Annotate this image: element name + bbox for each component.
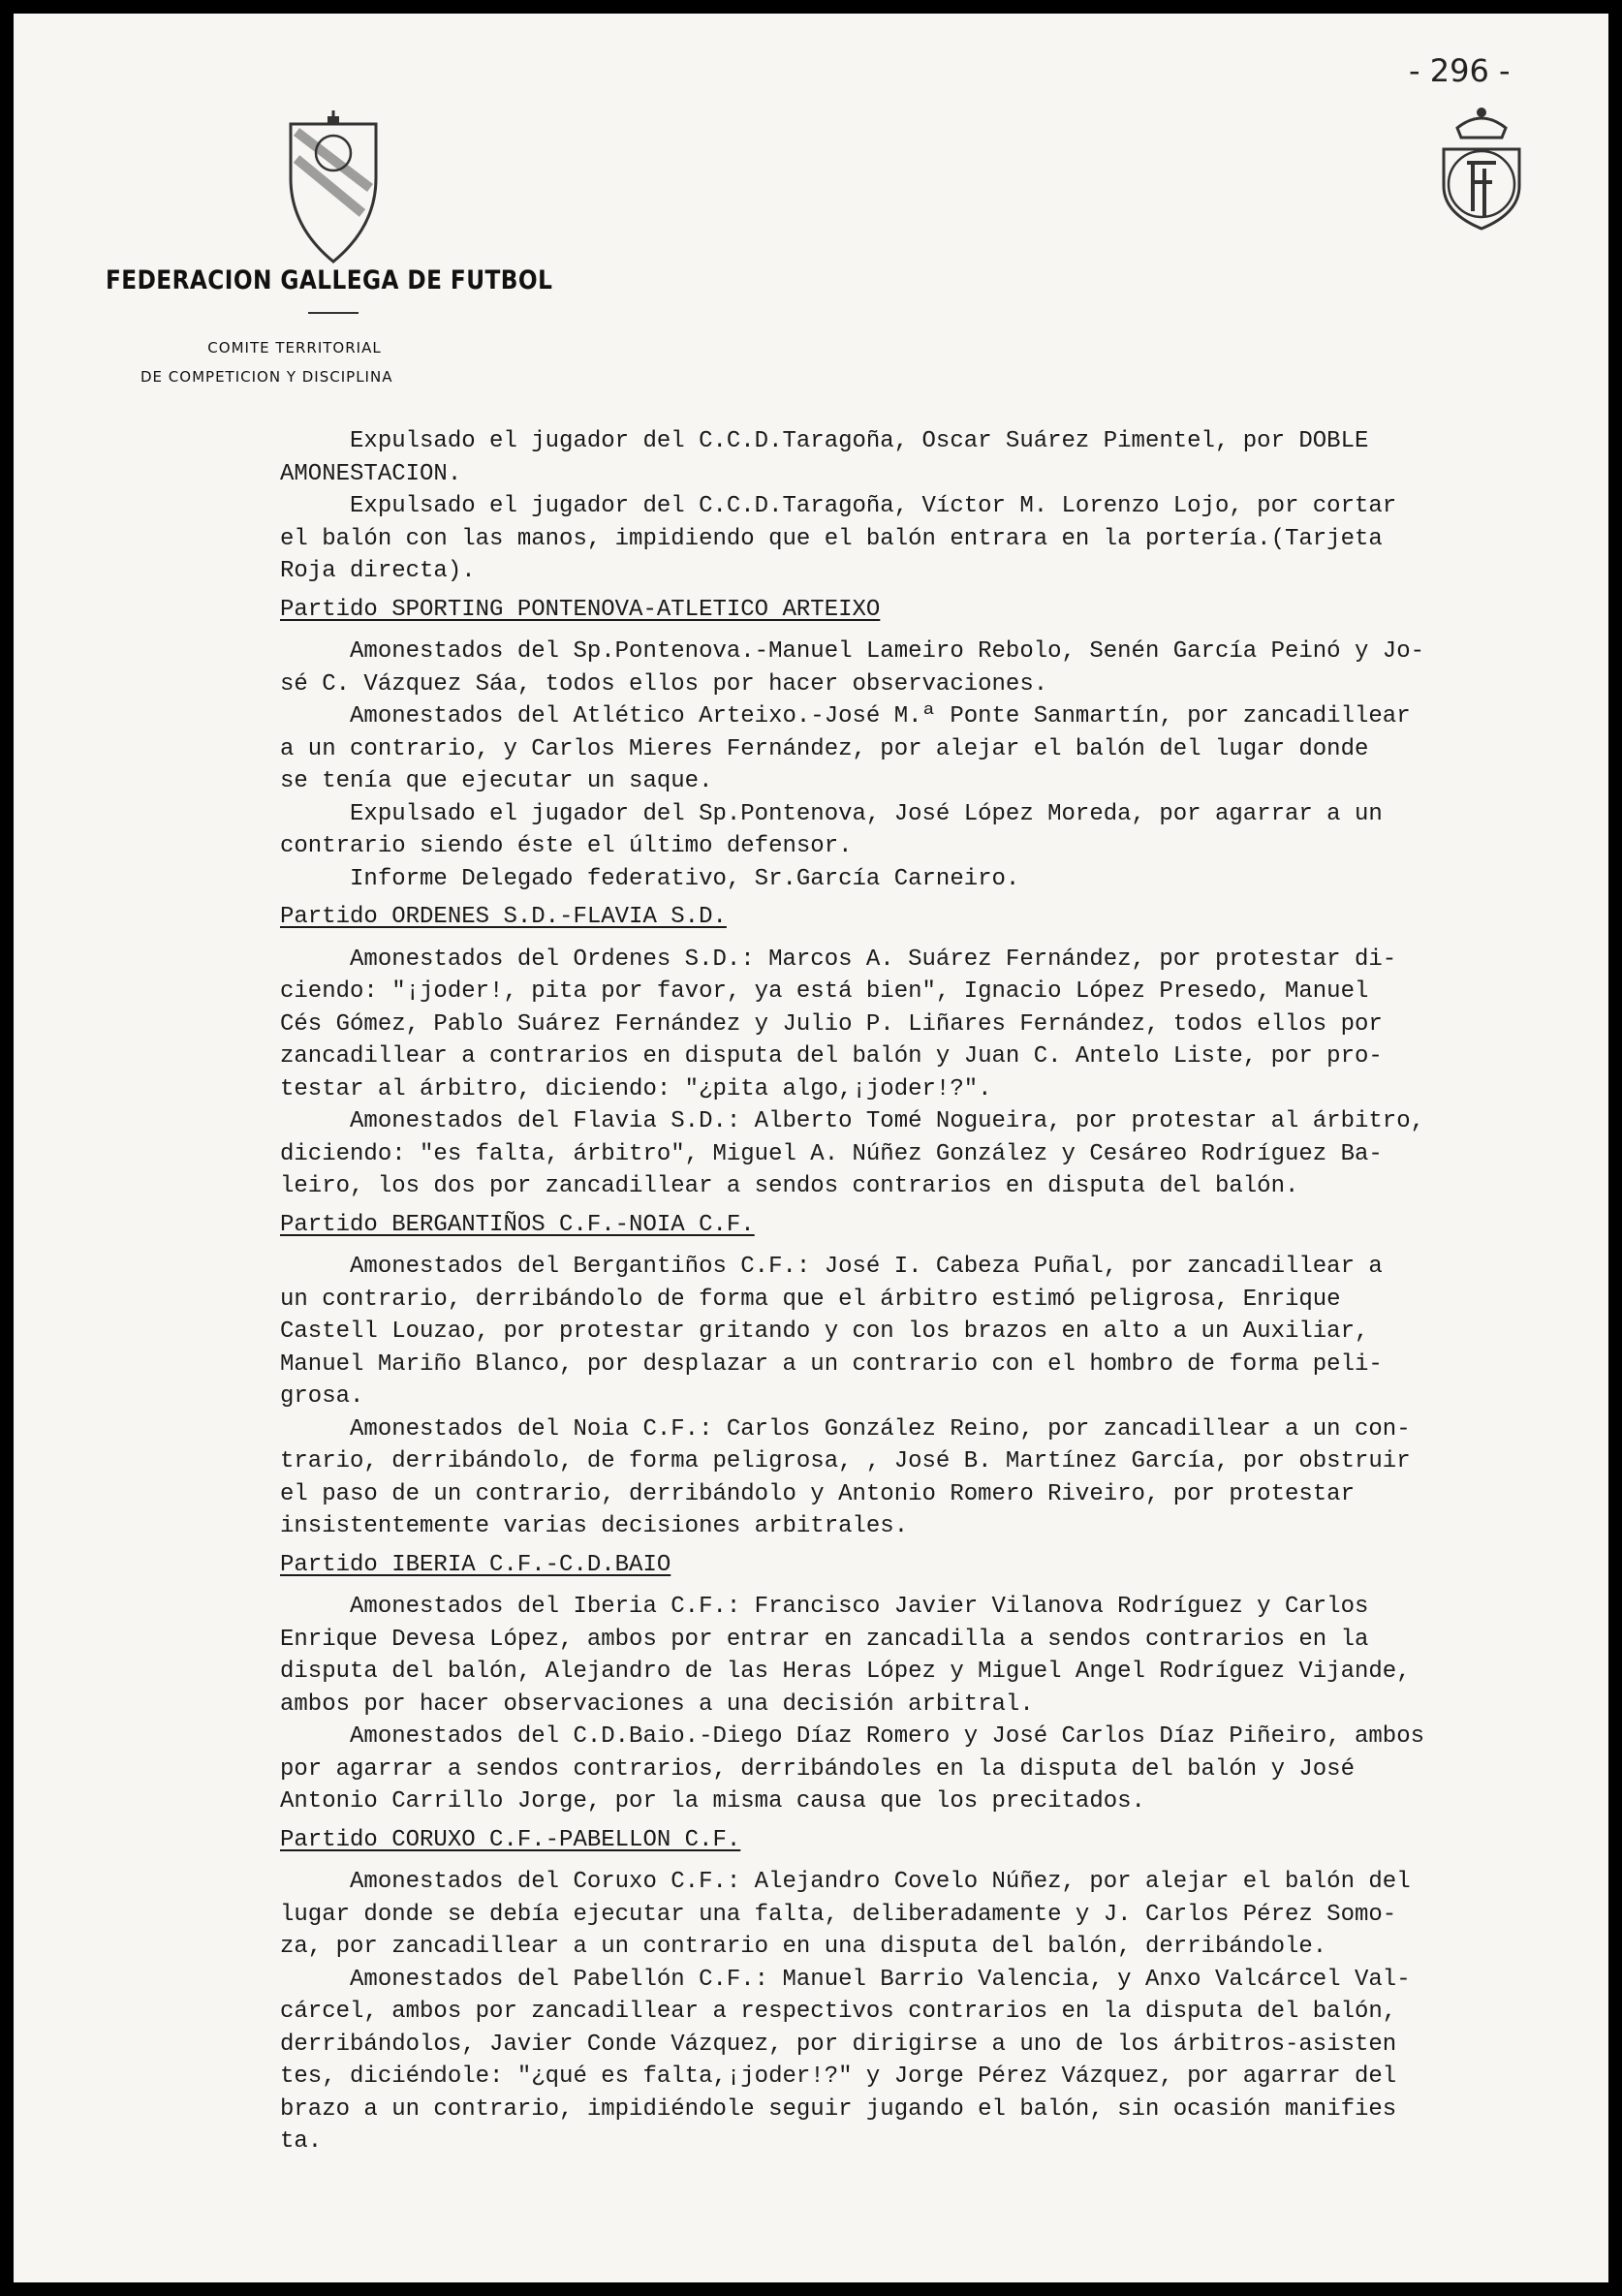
text-line: Amonestados del Noia C.F.: Carlos González Reino, por zancadillear a un con- [280,1415,1411,1443]
text-line: grosa. [280,1383,364,1410]
text-line: cárcel, ambos por zancadillear a respectivos contrarios en la disputa del balón, [280,1999,1397,2025]
document-page [14,14,1608,2282]
text-line: derribándolos, Javier Conde Vázquez, por dirigirse a uno de los árbitros-asisten [280,2031,1397,2058]
text-line: el paso de un contrario, derribándolo y Antonio Romero Riveiro, por protestar [280,1480,1355,1507]
text-line: Castell Louzao, por protestar gritando y con los brazos en alto a un Auxiliar, [280,1319,1369,1345]
header-divider [308,312,359,314]
text-line: insistentemente varias decisiones arbitrales. [280,1513,909,1539]
text-line: lugar donde se debía ejecutar una falta, deliberadamente y J. Carlos Pérez Somo- [280,1901,1397,1928]
text-line: ambos por hacer observaciones a una decisión arbitral. [280,1691,1034,1718]
text-line: por agarrar a sendos contrarios, derribándoles en la disputa del balón y José [280,1755,1355,1783]
text-line: Cés Gómez, Pablo Suárez Fernández y Julio P. Liñares Fernández, todos ellos por [280,1010,1383,1038]
document-body [280,425,1578,2158]
text-line: testar al árbitro, diciendo: "¿pita algo,¡joder!?". [280,1075,992,1102]
match-heading: Partido CORUXO C.F.-PABELLON C.F. [280,1826,741,1853]
text-line: a un contrario, y Carlos Mieres Fernández, por alejar el balón del lugar donde [280,735,1369,762]
text-line: Amonestados del Ordenes S.D.: Marcos A. Suárez Fernández, por protestar di- [280,946,1397,973]
text-line: leiro, los dos por zancadillear a sendos contrarios en disputa del balón. [280,1173,1299,1199]
text-line: disputa del balón, Alejandro de las Heras López y Miguel Angel Rodríguez Vijande, [280,1659,1411,1685]
page-number: - 296 - [1409,52,1511,89]
federation-crest-icon [285,110,382,265]
text-line: Amonestados del Iberia C.F.: Francisco Javier Vilanova Rodríguez y Carlos [280,1594,1369,1620]
text-line: brazo a un contrario, impidiéndole seguir jugando el balón, sin ocasión manifies [280,2095,1397,2123]
text-line: AMONESTACION. [280,460,462,487]
text-line: Roja directa). [280,558,476,584]
text-line: contrario siendo éste el último defensor. [280,833,853,859]
match-heading: Partido IBERIA C.F.-C.D.BAIO [280,1551,671,1578]
text-line: Amonestados del Flavia S.D.: Alberto Tomé Nogueira, por protestar al árbitro, [280,1108,1424,1134]
text-line: sé C. Vázquez Sáa, todos ellos por hacer observaciones. [280,670,1048,698]
match-heading: Partido BERGANTIÑOS C.F.-NOIA C.F. [280,1211,755,1238]
text-line: diciendo: "es falta, árbitro", Miguel A. Núñez González y Cesáreo Rodríguez Ba- [280,1140,1383,1167]
national-federation-crest-icon [1438,99,1525,234]
text-line: Amonestados del Atlético Arteixo.-José M.ª Ponte Sanmartín, por zancadillear [280,703,1411,729]
match-heading: Partido SPORTING PONTENOVA-ATLETICO ARTEIXO [280,596,881,623]
text-line: Enrique Devesa López, ambos por entrar en zancadilla a sendos contrarios en la [280,1626,1369,1653]
text-line: ta. [280,2128,323,2155]
organization-name: FEDERACION GALLEGA DE FUTBOL [106,265,553,295]
text-line: Amonestados del Sp.Pontenova.-Manuel Lameiro Rebolo, Senén García Peinó y Jo- [280,638,1424,665]
text-line: za, por zancadillear a un contrario en una disputa del balón, derribándole. [280,1934,1327,1960]
text-line: Amonestados del C.D.Baio.-Diego Díaz Romero y José Carlos Díaz Piñeiro, ambos [280,1723,1424,1750]
match-heading: Partido ORDENES S.D.-FLAVIA S.D. [280,904,727,930]
text-line: un contrario, derribándolo de forma que el árbitro estimó peligrosa, Enrique [280,1286,1341,1313]
committee-name-line-2: DE COMPETICION Y DISCIPLINA [140,368,393,386]
text-line: Expulsado el jugador del C.C.D.Taragoña, Oscar Suárez Pimentel, por DOBLE [280,428,1369,454]
text-line: trario, derribándolo, de forma peligrosa, , José B. Martínez García, por obstruir [280,1448,1411,1474]
text-line: Amonestados del Pabellón C.F.: Manuel Barrio Valencia, y Anxo Valcárcel Val- [280,1966,1411,1993]
text-line: Expulsado el jugador del C.C.D.Taragoña, Víctor M. Lorenzo Lojo, por cortar [280,493,1397,519]
text-line: ciendo: "¡joder!, pita por favor, ya está bien", Ignacio López Presedo, Manuel [280,978,1369,1005]
text-line: Antonio Carrillo Jorge, por la misma causa que los precitados. [280,1788,1145,1815]
text-line: zancadillear a contrarios en disputa del balón y Juan C. Antelo Liste, por pro- [280,1043,1383,1070]
text-line: Manuel Mariño Blanco, por desplazar a un contrario con el hombro de forma peli- [280,1350,1383,1378]
text-line: se tenía que ejecutar un saque. [280,768,713,794]
committee-name-line-1: COMITE TERRITORIAL [207,339,382,357]
text-line: el balón con las manos, impidiendo que el balón entrara en la portería.(Tarjeta [280,525,1383,552]
text-line: Expulsado el jugador del Sp.Pontenova, José López Moreda, por agarrar a un [280,800,1383,827]
text-line: Amonestados del Coruxo C.F.: Alejandro Covelo Núñez, por alejar el balón del [280,1869,1411,1895]
text-line: Informe Delegado federativo, Sr.García Carneiro. [280,865,1020,892]
text-line: Amonestados del Bergantiños C.F.: José I. Cabeza Puñal, por zancadillear a [280,1254,1383,1280]
text-line: tes, diciéndole: "¿qué es falta,¡joder!?" y Jorge Pérez Vázquez, por agarrar del [280,2063,1397,2090]
